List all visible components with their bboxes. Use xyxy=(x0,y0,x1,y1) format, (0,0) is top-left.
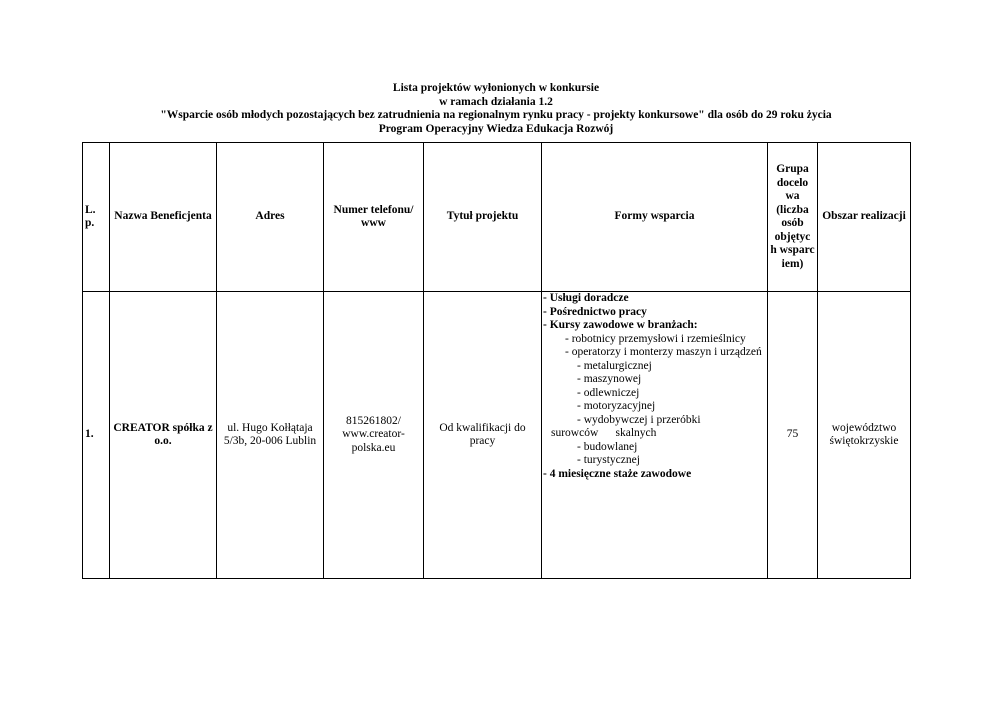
header-phone-www: Numer telefonu/ www xyxy=(324,143,424,292)
heading-line-1: Lista projektów wyłonionych w konkursie xyxy=(392,82,600,94)
cell-lp: 1. xyxy=(83,292,110,579)
projects-table xyxy=(82,142,911,579)
table-header-row xyxy=(83,143,911,292)
form-subitem: - metalurgicznej xyxy=(577,359,652,372)
form-subitem: - maszynowej xyxy=(577,373,642,385)
table-row xyxy=(83,292,911,579)
cell-project-title: Od kwalifikacji do pracy xyxy=(424,292,542,579)
header-target-group: Grupa docelo wa (liczba osób objętyc h wsparc iem) xyxy=(768,143,818,292)
form-item: - Pośrednictwo pracy xyxy=(543,305,647,318)
form-item: - Usługi doradcze xyxy=(543,292,629,304)
heading-line-3: "Wsparcie osób młodych pozostających bez zatrudnienia na regionalnym rynku pracy - projekty konkursowe" dla osób do 29 roku życia xyxy=(160,109,832,121)
header-area: Obszar realizacji xyxy=(818,143,911,292)
cell-address: ul. Hugo Kołłątaja 5/3b, 20-006 Lublin xyxy=(217,292,324,579)
form-item: - Kursy zawodowe w branżach: xyxy=(543,319,698,331)
form-item: - 4 miesięczne staże zawodowe xyxy=(543,467,692,480)
form-subitem: - turystycznej xyxy=(577,454,640,466)
heading-line-2: w ramach działania 1.2 xyxy=(439,95,553,108)
form-subitem: - budowlanej xyxy=(577,440,638,453)
cell-support-forms xyxy=(542,292,768,579)
form-subitem: - odlewniczej xyxy=(577,386,640,399)
cell-beneficiary-name: CREATOR spółka z o.o. xyxy=(110,292,217,579)
form-subitem: - wydobywczej i przeróbki xyxy=(577,413,701,426)
form-subitem: - motoryzacyjnej xyxy=(577,400,656,412)
cell-area: województwo świętokrzyskie xyxy=(818,292,911,579)
header-beneficiary-name: Nazwa Beneficjenta xyxy=(110,143,217,292)
cell-phone-www: 815261802/ www.creator-polska.eu xyxy=(324,292,424,579)
form-subitem: - robotnicy przemysłowi i rzemieślnicy xyxy=(565,332,746,345)
header-address: Adres xyxy=(217,143,324,292)
form-subitem: surowców skalnych xyxy=(551,427,657,439)
cell-target-group: 75 xyxy=(768,292,818,579)
form-subitem: - operatorzy i monterzy maszyn i urządzeń xyxy=(565,346,762,358)
heading-line-4: Program Operacyjny Wiedza Edukacja Rozwój xyxy=(378,122,614,135)
header-support-forms: Formy wsparcia xyxy=(542,143,768,292)
header-lp: L. p. xyxy=(83,143,110,292)
document-heading xyxy=(0,82,992,136)
header-project-title: Tytuł projektu xyxy=(424,143,542,292)
